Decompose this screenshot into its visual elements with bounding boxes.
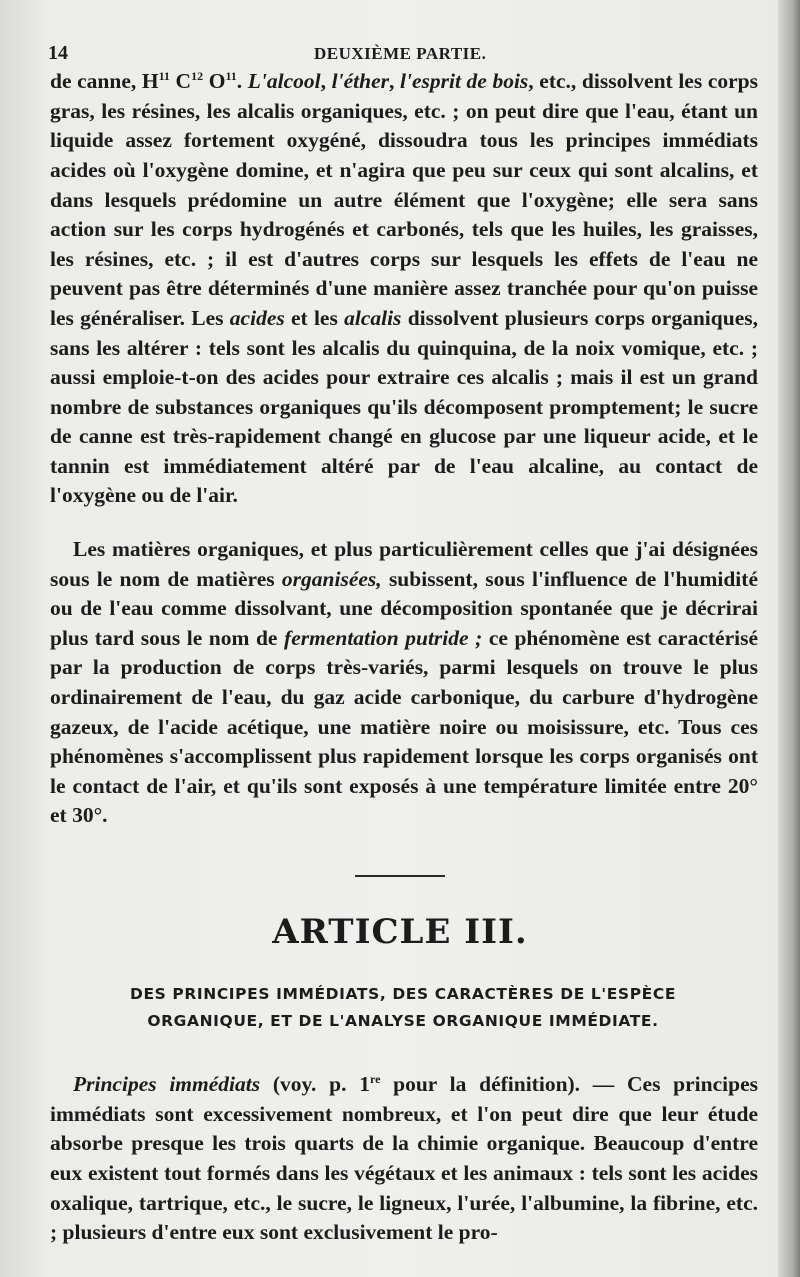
book-spine-shadow [778, 0, 800, 1277]
text-block-2 [50, 535, 758, 831]
running-title: DEUXIÈME PARTIE. [314, 44, 487, 63]
text-block-3 [50, 1065, 758, 1248]
article-title: ARTICLE III. [272, 912, 528, 952]
article-subtitle-line-1: DES PRINCIPES IMMÉDIATS, DES CARACTÈRES DE L'ESPÈCE [129, 985, 677, 1003]
paragraph-principles: Principes immédiats (voy. p. 1re pour la définition). — Ces principes immédiats sont excessivement nombreux, et l'on peut dire que leur étude absorbe presque les trois quarts de la chimie organique. Beaucoup d'entre eux existent tout formés dans les végétaux et les animaux : tels sont les acides oxalique, tartrique, etc., le sucre, le ligneux, l'urée, l'albumine, la fibrine, etc. ; plusieurs d'entre eux sont exclusivement le pro- [50, 1072, 758, 1245]
section-divider-rule [355, 875, 445, 877]
article-subtitle-line-2: ORGANIQUE, ET DE L'ANALYSE ORGANIQUE IMMÉDIATE. [147, 1012, 659, 1030]
paragraph-decomposition: Les matières organiques, et plus particulièrement celles que j'ai désignées sous le nom de matières organisées, subissent, sous l'influence de l'humidité ou de l'eau comme dissolvant, une décomposition spontanée que je décrirai plus tard sous le nom de fermentation putride ; ce phénomène est caractérisé par la production de corps très-variés, parmi lesquels on trouve le plus ordinairement de l'eau, du gaz acide carbonique, du carbure d'hydrogène gazeux, de l'acide acétique, une matière noire ou moisissure, etc. Tous ces phénomènes s'accomplissent plus rapidement lorsque les corps organisés ont le contact de l'air, et qu'ils sont exposés à une température limitée entre 20° et 30°. [50, 537, 758, 828]
paragraph-solvents: de canne, $H^{11}$ $C^{12}$ $O^{11}$. L'alcool, l'éther, l'esprit de bois, etc., dissolvent les corps gras, les résines, les alcalis organiques, etc. ; on peut dire que l'eau, étant un liquide assez fortement oxygéné, dissoudra tous les principes immédiats acides où l'oxygène domine, et n'agira que peu sur ceux qui sont alcalins, et dans lesquels prédomine un autre élément que l'oxygène; elle sera sans action sur les corps hydrogénés et carbonés, tels que les huiles, les graisses, les résines, etc. ; il est d'autres corps sur lesquels les effets de l'eau ne peuvent pas être déterminés d'une manière assez tranchée pour qu'on puisse les généraliser. Les acides et les alcalis dissolvent plusieurs corps organiques, sans les altérer : tels sont les alcalis du quinquina, de la noix vomique, etc. ; aussi emploie-t-on des acides pour extraire ces alcalis ; mais il est un grand nombre de substances organiques qu'ils décomposent promptement; le sucre de canne est très-rapidement changé en glucose par une liqueur acide, et le tannin est immédiatement altéré par de l'eau alcaline, au contact de l'oxygène ou de l'air. [50, 69, 758, 508]
text-block-1 [50, 62, 758, 511]
page-number: 14 [48, 42, 68, 64]
